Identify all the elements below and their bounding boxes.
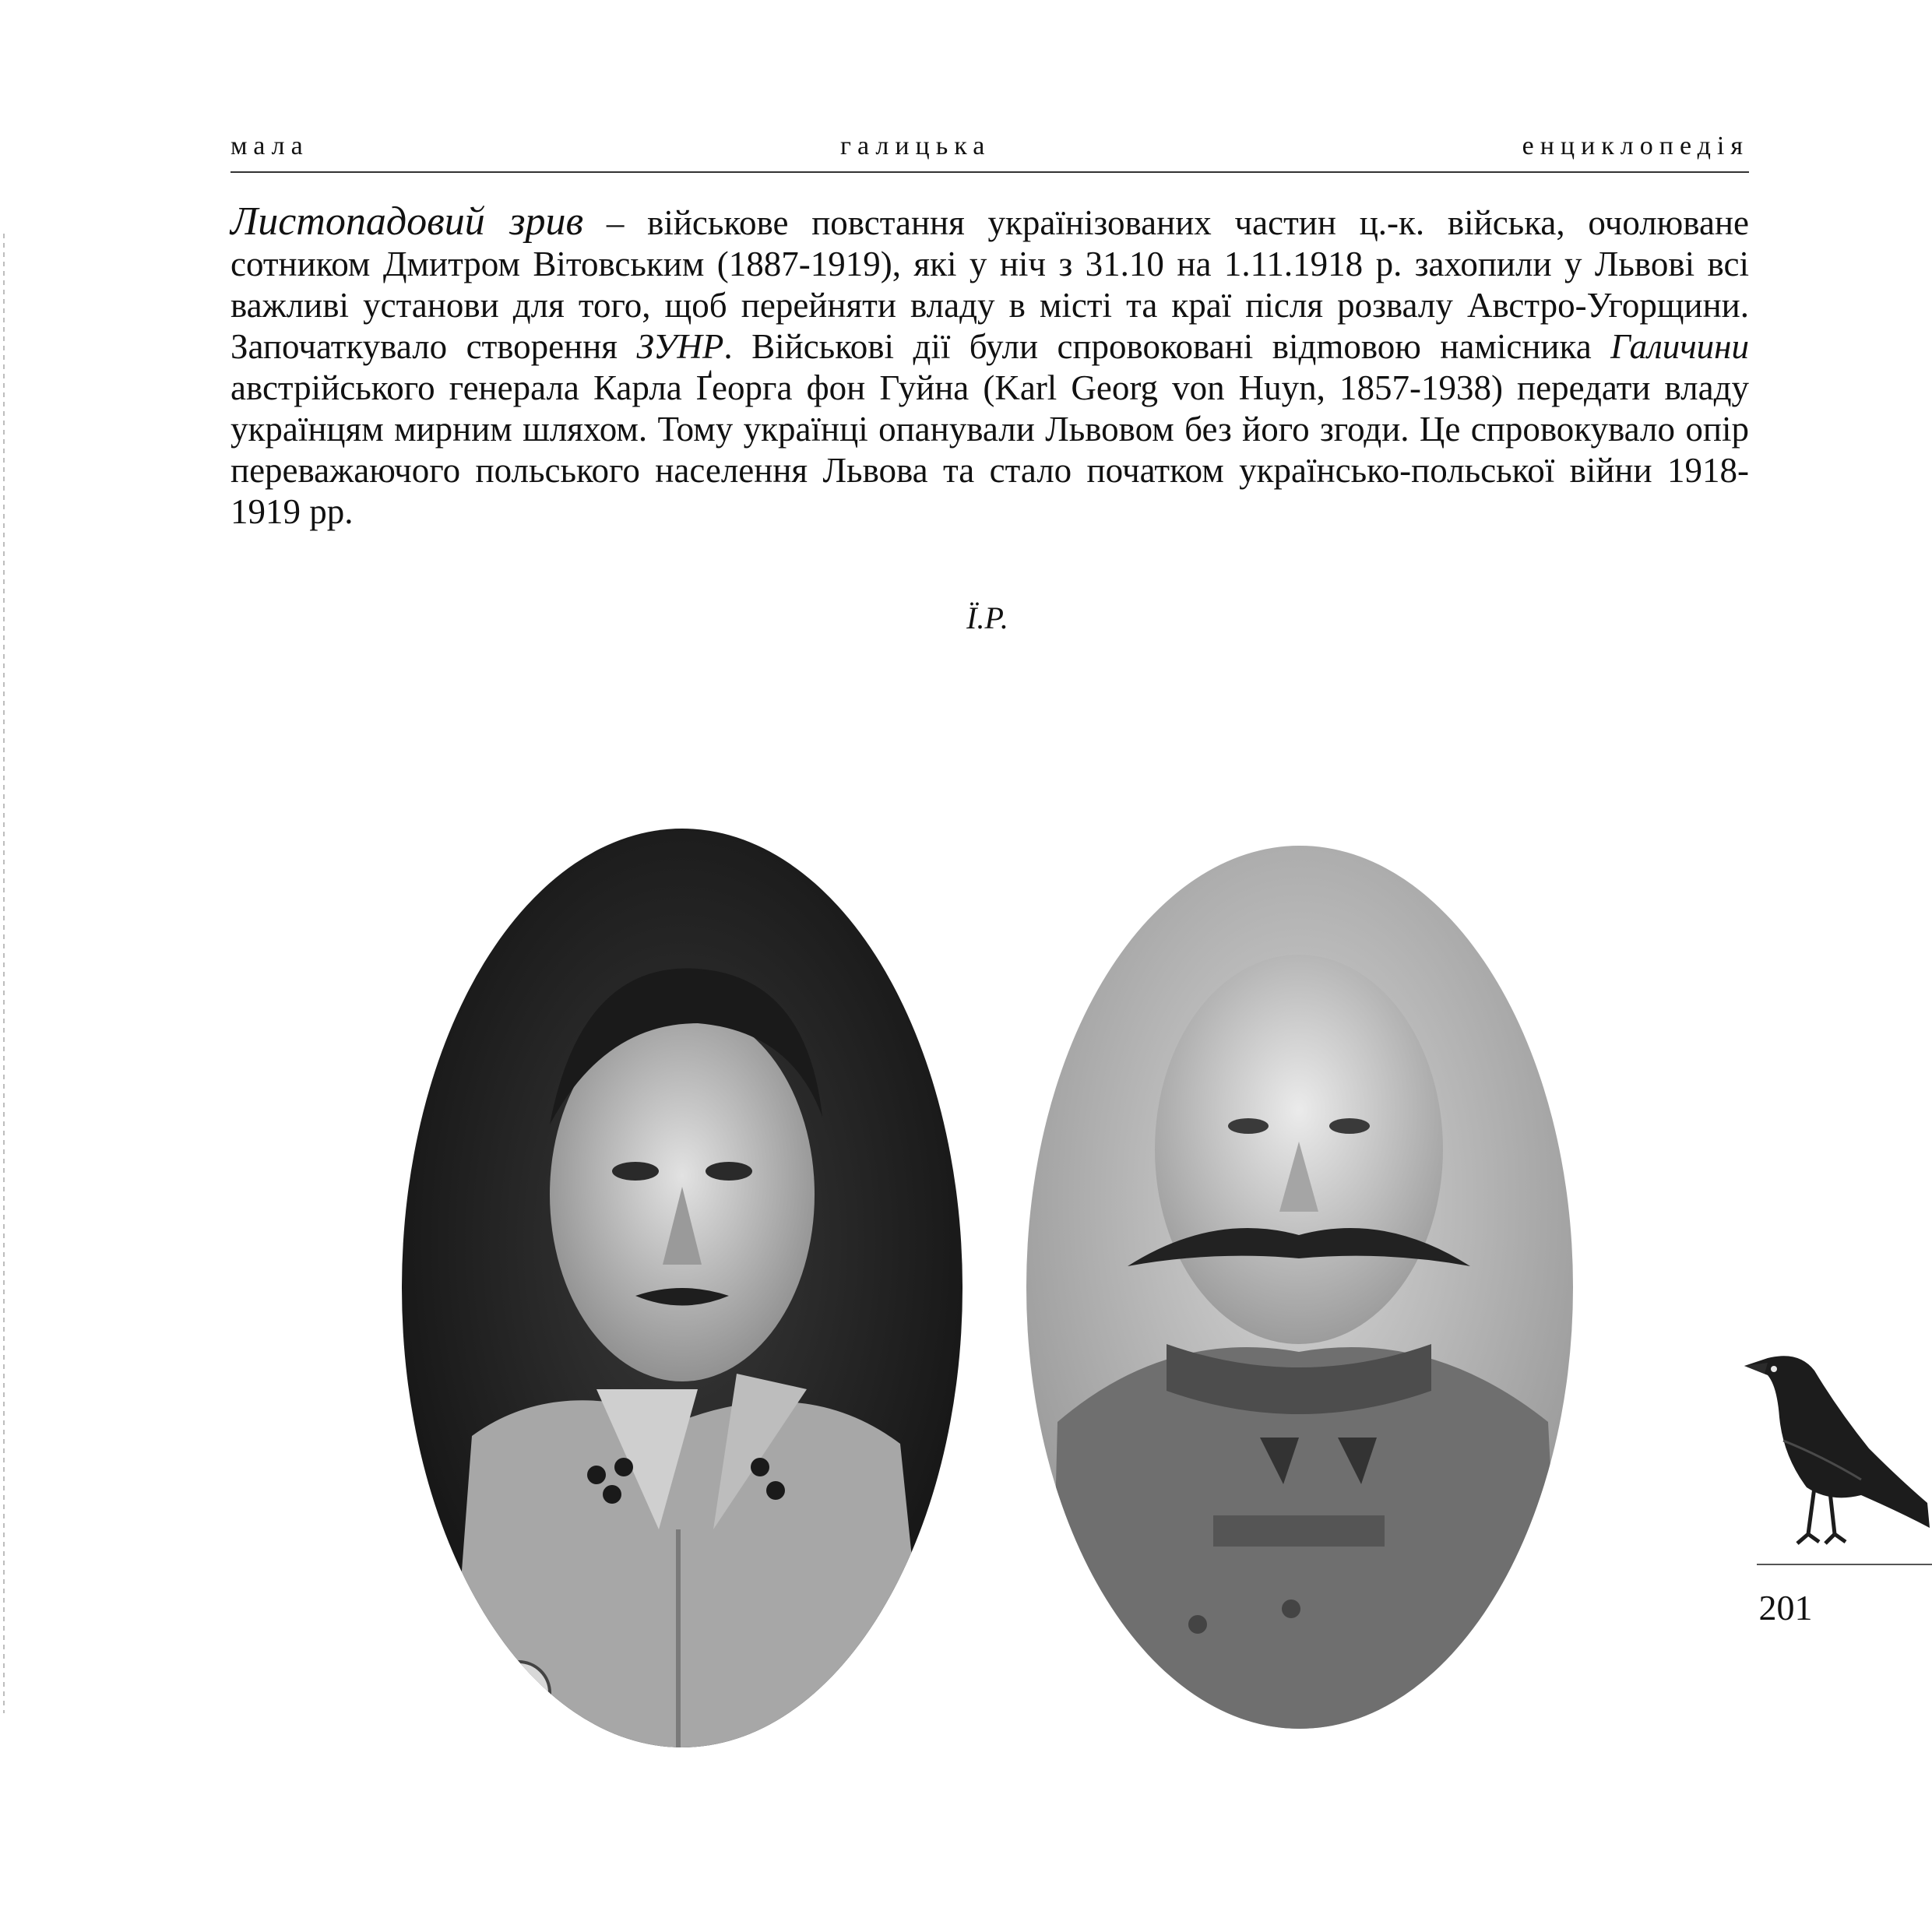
article-text-part-2: . Військові дії були спровоковані відmовою намісника bbox=[723, 327, 1611, 366]
crossref-zunr: ЗУНР bbox=[636, 327, 724, 366]
article-text bbox=[231, 201, 1749, 533]
article-text-part-3: австрійського генерала Карла Ґеорга фон Гуйна (Karl Georg von Huyn, 1857-1938) передати владу українцям мирним шляхом. Тому українці опанували Львовом без його згоди. Це спровокувало опір переважаючого польського населення Львова та стало початком українсько-польської війни 1918-1919 рр. bbox=[231, 368, 1749, 531]
page-edge-line bbox=[3, 234, 5, 1713]
article-term: Листопадовий зрив bbox=[231, 199, 584, 244]
running-header bbox=[231, 131, 1749, 174]
portrait-huyn bbox=[1026, 846, 1573, 1729]
article-text-part-1: – військове повстання українізованих частин ц.-к. війська, очолюване сотником Дмитром Вітовським (1887-1919), які у ніч з 31.10 на 1.11.1918 р. захопили у Львові всі важливі установи для того, щоб перейняти владу в місті та краї після розвалу Австро-Угорщини. Започаткувало створення bbox=[231, 203, 1749, 366]
running-header-title: мала галицька енциклопедія bbox=[231, 132, 1749, 160]
folio-rule bbox=[1757, 1564, 1932, 1565]
crow-illustration bbox=[1737, 1347, 1932, 1565]
page-number: 201 bbox=[1758, 1588, 1813, 1628]
author-initials: Ї.Р. bbox=[966, 600, 1008, 635]
crossref-halychyna: Галичини bbox=[1610, 327, 1749, 366]
portrait-vitovskyi bbox=[402, 829, 962, 1747]
header-rule bbox=[231, 171, 1749, 173]
